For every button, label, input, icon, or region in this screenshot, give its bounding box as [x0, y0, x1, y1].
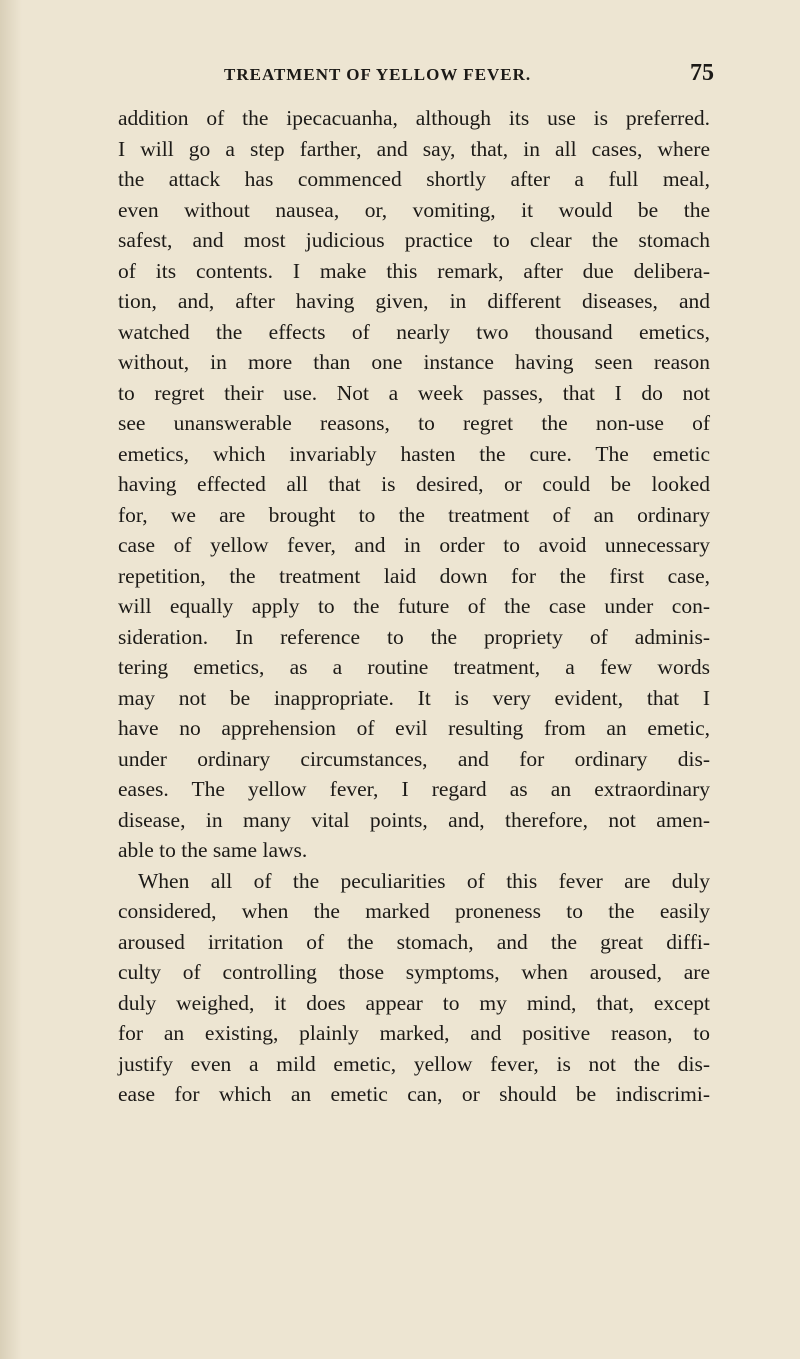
text-line: ease for which an emetic can, or should be indiscrimi- [118, 1082, 710, 1106]
text-line: for, we are brought to the treatment of an ordinary [118, 502, 710, 527]
text-line: I will go a step farther, and say, that, in all cases, where [118, 136, 710, 161]
text-line: of its contents. I make this remark, after due delibera- [118, 258, 710, 283]
text-line: culty of controlling those symptoms, when aroused, are [118, 960, 710, 984]
text-line: the attack has commenced shortly after a full meal, [118, 167, 710, 191]
text-line: disease, in many vital points, and, therefore, not amen- [118, 807, 710, 832]
page-edge-shadow [0, 0, 22, 1359]
text-line: addition of the ipecacuanha, although its use is preferred. [118, 106, 710, 130]
paragraph-first-line: When all of the peculiarities of this fever are duly [138, 868, 710, 893]
text-line: watched the effects of nearly two thousand emetics, [118, 319, 710, 344]
text-line: tering emetics, as a routine treatment, a few words [118, 655, 710, 679]
text-line: justify even a mild emetic, yellow fever, is not the dis- [118, 1051, 710, 1076]
text-line: see unanswerable reasons, to regret the non-use of [118, 411, 710, 435]
running-title: TREATMENT OF YELLOW FEVER. [224, 65, 532, 84]
paragraph-last-line: able to the same laws. [118, 838, 308, 862]
text-line: considered, when the marked proneness to the easily [118, 899, 710, 923]
body-text [118, 103, 710, 1110]
page-number: 75 [690, 60, 714, 86]
text-line: having effected all that is desired, or could be looked [118, 472, 710, 496]
text-line: aroused irritation of the stomach, and the great diffi- [118, 929, 710, 954]
running-head [224, 60, 714, 90]
text-line: duly weighed, it does appear to my mind, that, except [118, 990, 710, 1015]
text-line: tion, and, after having given, in different diseases, and [118, 289, 710, 313]
text-line: emetics, which invariably hasten the cure. The emetic [118, 441, 710, 466]
text-line: repetition, the treatment laid down for the first case, [118, 563, 710, 588]
text-line: without, in more than one instance having seen reason [118, 350, 710, 374]
text-line: may not be inappropriate. It is very evident, that I [118, 685, 710, 710]
text-line: safest, and most judicious practice to clear the stomach [118, 228, 710, 252]
text-line: even without nausea, or, vomiting, it would be the [118, 197, 710, 222]
text-line: for an existing, plainly marked, and positive reason, to [118, 1021, 710, 1045]
text-line: will equally apply to the future of the case under con- [118, 594, 710, 618]
text-line: sideration. In reference to the propriety of adminis- [118, 624, 710, 649]
text-line: under ordinary circumstances, and for ordinary dis- [118, 746, 710, 771]
text-line: eases. The yellow fever, I regard as an extraordinary [118, 777, 710, 801]
text-line: have no apprehension of evil resulting from an emetic, [118, 716, 710, 740]
text-line: case of yellow fever, and in order to avoid unnecessary [118, 533, 710, 557]
text-line: to regret their use. Not a week passes, that I do not [118, 380, 710, 405]
